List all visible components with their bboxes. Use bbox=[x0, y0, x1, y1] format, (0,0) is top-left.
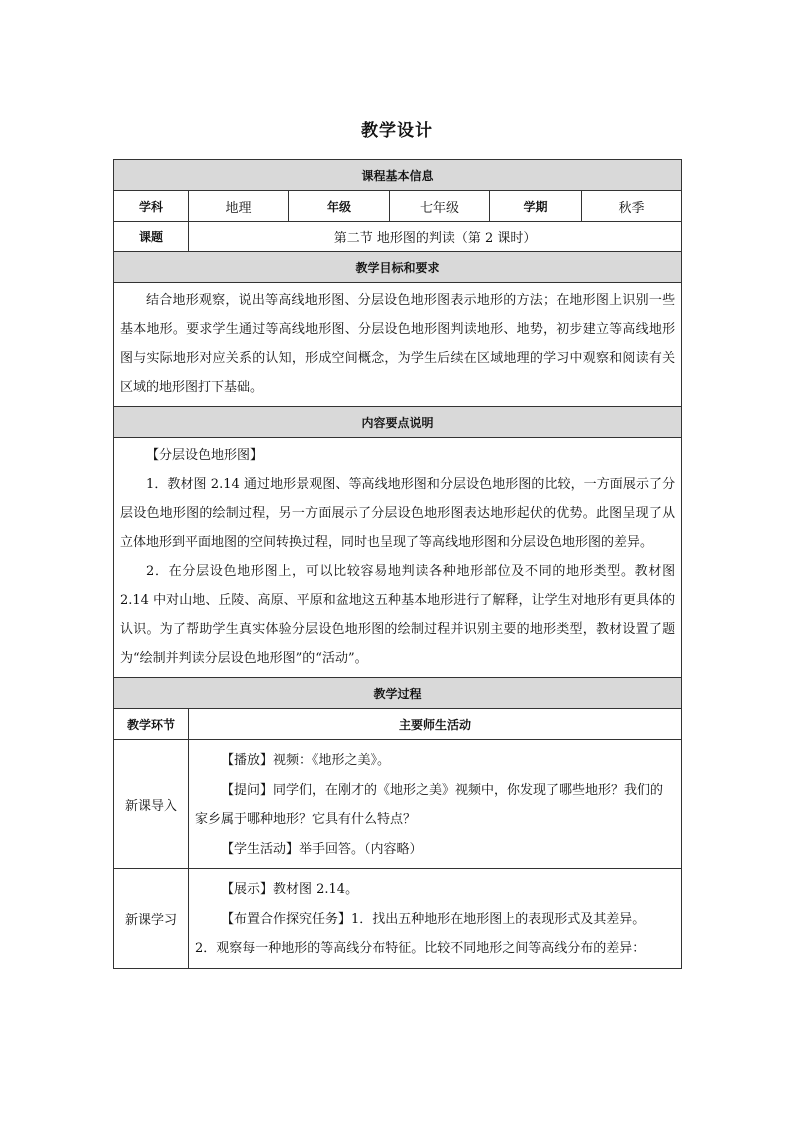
subject-value: 地理 bbox=[189, 191, 289, 222]
activity-learning bbox=[189, 869, 682, 969]
process-header: 教学过程 bbox=[114, 678, 682, 709]
stage-intro: 新课导入 bbox=[114, 740, 189, 869]
activity-line: 2．观察每一种地形的等高线分布特征。比较不同地形之间等高线分布的差异： bbox=[195, 941, 646, 956]
key-points-cell bbox=[114, 438, 682, 678]
key-points-paragraph: 2．在分层设色地形图上，可以比较容易地判读各种地形部位及不同的地形类型。教材图 2.14 中对山地、丘陵、高原、平原和盆地这五种基本地形进行了解释，让学生对地形有更具体的认识。为了帮助学生真实体验分层设色地形图的绘制过程并识别主要的地形类型，教材设置了题为“绘制并判读分层设色地形图”的“活动”。 bbox=[120, 564, 676, 666]
grade-label: 年级 bbox=[289, 191, 390, 222]
objectives-header: 教学目标和要求 bbox=[114, 252, 682, 283]
key-points-header: 内容要点说明 bbox=[114, 407, 682, 438]
activity-line: 【播放】视频：《地形之美》。 bbox=[221, 753, 391, 768]
activity-intro bbox=[189, 740, 682, 869]
lesson-plan-table bbox=[113, 159, 682, 969]
key-points-paragraph: 1．教材图 2.14 通过地形景观图、等高线地形图和分层设色地形图的比较，一方面展示了分层设色地形图的绘制过程，另一方面展示了分层设色地形图表达地形起伏的优势。此图呈现了从立体地形到平面地图的空间转换过程，同时也呈现了等高线地形图和分层设色地形图的差异。 bbox=[120, 477, 676, 550]
page-title: 教学设计 bbox=[361, 121, 433, 141]
objectives-text: 结合地形观察，说出等高线地形图、分层设色地形图表示地形的方法；在地形图上识别一些基本地形。要求学生通过等高线地形图、分层设色地形图判读地形、地势，初步建立等高线地形图与实际地形对应关系的认知，形成空间概念，为学生后续在区域地理的学习中观察和阅读有关区域的地形图打下基础。 bbox=[120, 293, 676, 395]
stage-column-header: 教学环节 bbox=[114, 709, 189, 740]
activity-column-header: 主要师生活动 bbox=[189, 709, 682, 740]
activity-line: 【展示】教材图 2.14。 bbox=[221, 882, 359, 897]
grade-value: 七年级 bbox=[390, 191, 490, 222]
stage-learning: 新课学习 bbox=[114, 869, 189, 969]
subject-label: 学科 bbox=[114, 191, 189, 222]
activity-line: 【学生活动】举手回答。（内容略） bbox=[221, 841, 423, 857]
activity-line: 【提问】同学们，在刚才的《地形之美》视频中，你发现了哪些地形？我们的家乡属于哪种地形？它具有什么特点？ bbox=[195, 782, 664, 827]
objectives-cell bbox=[114, 283, 682, 407]
term-label: 学期 bbox=[490, 191, 582, 222]
basic-info-header: 课程基本信息 bbox=[114, 160, 682, 191]
topic-value: 第二节 地形图的判读（第 2 课时） bbox=[189, 222, 682, 252]
topic-label: 课题 bbox=[114, 222, 189, 252]
key-points-heading: 【分层设色地形图】 bbox=[146, 448, 264, 463]
activity-line: 【布置合作探究任务】1．找出五种地形在地形图上的表现形式及其差异。 bbox=[221, 911, 646, 927]
term-value: 秋季 bbox=[582, 191, 682, 222]
